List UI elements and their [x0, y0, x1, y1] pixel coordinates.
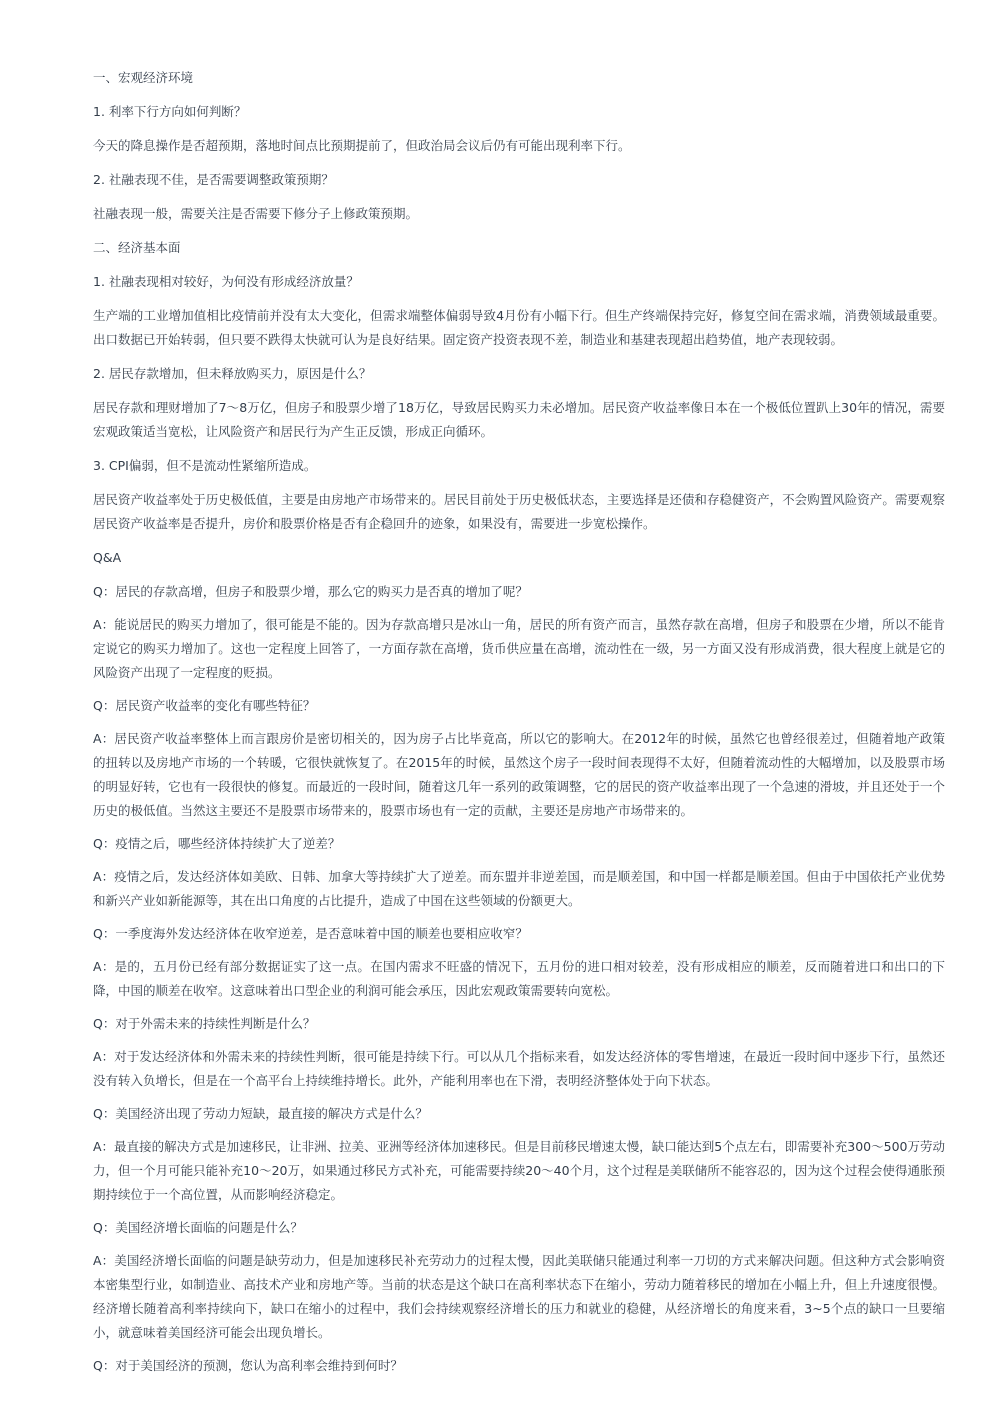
question-heading: 2. 居民存款增加，但未释放购买力，原因是什么？ [93, 366, 372, 381]
qa-answer: A：美国经济增长面临的问题是缺劳动力，但是加速移民补充劳动力的过程太慢，因此美联储只能通过利率一刀切的方式来解决问题。但这种方式会影响资本密集型行业，如制造业、高技术产业和房地产等。当前的状态是这个缺口在高利率状态下在缩小，劳动力随着移民的增加在小幅上升，但上升速度很慢。经济增长随着高利率持续向下，缺口在缩小的过程中，我们会持续观察经济增长的压力和就业的稳健，从经济增长的角度来看，3~5个点的缺口一旦要缩小，就意味着美国经济可能会出现负增长。 [93, 1253, 945, 1340]
qa-question: Q：一季度海外发达经济体在收窄逆差，是否意味着中国的顺差也要相应收窄？ [93, 926, 528, 941]
question-heading: 3. CPI偏弱，但不是流动性紧缩所造成。 [93, 458, 317, 473]
paragraph: 今天的降息操作是否超预期，落地时间点比预期提前了，但政治局会议后仍有可能出现利率下行。 [93, 138, 631, 153]
paragraph: 居民存款和理财增加了7～8万亿，但房子和股票少增了18万亿，导致居民购买力未必增加。居民资产收益率像日本在一个极低位置趴上30年的情况，需要宏观政策适当宽松，让风险资产和居民行为产生正反馈，形成正向循环。 [93, 400, 945, 439]
qa-question: Q：美国经济增长面临的问题是什么？ [93, 1220, 303, 1235]
section-heading-qa: Q&A [93, 550, 122, 565]
section-heading-fundamentals: 二、经济基本面 [93, 240, 181, 255]
qa-answer: A：是的，五月份已经有部分数据证实了这一点。在国内需求不旺盛的情况下，五月份的进口相对较差，没有形成相应的顺差，反而随着进口和出口的下降，中国的顺差在收窄。这意味着出口型企业的利润可能会承压，因此宏观政策需要转向宽松。 [93, 959, 945, 998]
paragraph: 生产端的工业增加值相比疫情前并没有太大变化，但需求端整体偏弱导致4月份有小幅下行。但生产终端保持完好，修复空间在需求端，消费领域最重要。出口数据已开始转弱，但只要不跌得太快就可认为是良好结果。固定资产投资表现不差，制造业和基建表现超出趋势值，地产表现较弱。 [93, 308, 945, 347]
qa-answer: A：能说居民的购买力增加了，很可能是不能的。因为存款高增只是冰山一角，居民的所有资产而言，虽然存款在高增，但房子和股票在少增，所以不能肯定说它的购买力增加了。这也一定程度上回答了，一方面存款在高增，货币供应量在高增，流动性在一级，另一方面又没有形成消费，很大程度上就是它的风险资产出现了一定程度的贬损。 [93, 617, 945, 680]
qa-question: Q：疫情之后，哪些经济体持续扩大了逆差？ [93, 836, 341, 851]
question-heading: 1. 利率下行方向如何判断？ [93, 104, 247, 119]
qa-answer: A：居民资产收益率整体上而言跟房价是密切相关的，因为房子占比毕竟高，所以它的影响大。在2012年的时候，虽然它也曾经很差过，但随着地产政策的扭转以及房地产市场的一个转暖，它很快就恢复了。在2015年的时候，虽然这个房子一段时间表现得不太好，但随着流动性的大幅增加，以及股票市场的明显好转，它也有一段很快的修复。而最近的一段时间，随着这几年一系列的政策调整，它的居民的资产收益率出现了一个急速的滑坡，并且还处于一个历史的极低值。当然这主要还不是股票市场带来的，股票市场也有一定的贡献，主要还是房地产市场带来的。 [93, 731, 945, 818]
qa-question: Q：居民资产收益率的变化有哪些特征？ [93, 698, 316, 713]
paragraph: 社融表现一般，需要关注是否需要下修分子上修政策预期。 [93, 206, 419, 221]
section-heading-macro: 一、宏观经济环境 [93, 70, 194, 85]
qa-answer: A：对于发达经济体和外需未来的持续性判断，很可能是持续下行。可以从几个指标来看，如发达经济体的零售增速，在最近一段时间中逐步下行，虽然还没有转入负增长，但是在一个高平台上持续维持增长。此外，产能利用率也在下滑，表明经济整体处于向下状态。 [93, 1049, 945, 1088]
paragraph: 居民资产收益率处于历史极低值，主要是由房地产市场带来的。居民目前处于历史极低状态，主要选择是还债和存稳健资产，不会购置风险资产。需要观察居民资产收益率是否提升，房价和股票价格是否有企稳回升的迹象，如果没有，需要进一步宽松操作。 [93, 492, 945, 531]
qa-question: Q：居民的存款高增，但房子和股票少增，那么它的购买力是否真的增加了呢？ [93, 584, 528, 599]
question-heading: 1. 社融表现相对较好，为何没有形成经济放量？ [93, 274, 359, 289]
document-page [93, 66, 945, 1387]
qa-question: Q：对于外需未来的持续性判断是什么？ [93, 1016, 316, 1031]
qa-answer: A：疫情之后，发达经济体如美欧、日韩、加拿大等持续扩大了逆差。而东盟并非逆差国，而是顺差国，和中国一样都是顺差国。但由于中国依托产业优势和新兴产业如新能源等，其在出口角度的占比提升，造成了中国在这些领域的份额更大。 [93, 869, 945, 908]
qa-question: Q：美国经济出现了劳动力短缺，最直接的解决方式是什么？ [93, 1106, 428, 1121]
qa-question: Q：对于美国经济的预测，您认为高利率会维持到何时？ [93, 1358, 403, 1373]
qa-answer: A：最直接的解决方式是加速移民，让非洲、拉美、亚洲等经济体加速移民。但是目前移民增速太慢，缺口能达到5个点左右，即需要补充300～500万劳动力，但一个月可能只能补充10～20万，如果通过移民方式补充，可能需要持续20～40个月，这个过程是美联储所不能容忍的，因为这个过程会使得通胀预期持续位于一个高位置，从而影响经济稳定。 [93, 1139, 945, 1202]
question-heading: 2. 社融表现不佳，是否需要调整政策预期？ [93, 172, 334, 187]
